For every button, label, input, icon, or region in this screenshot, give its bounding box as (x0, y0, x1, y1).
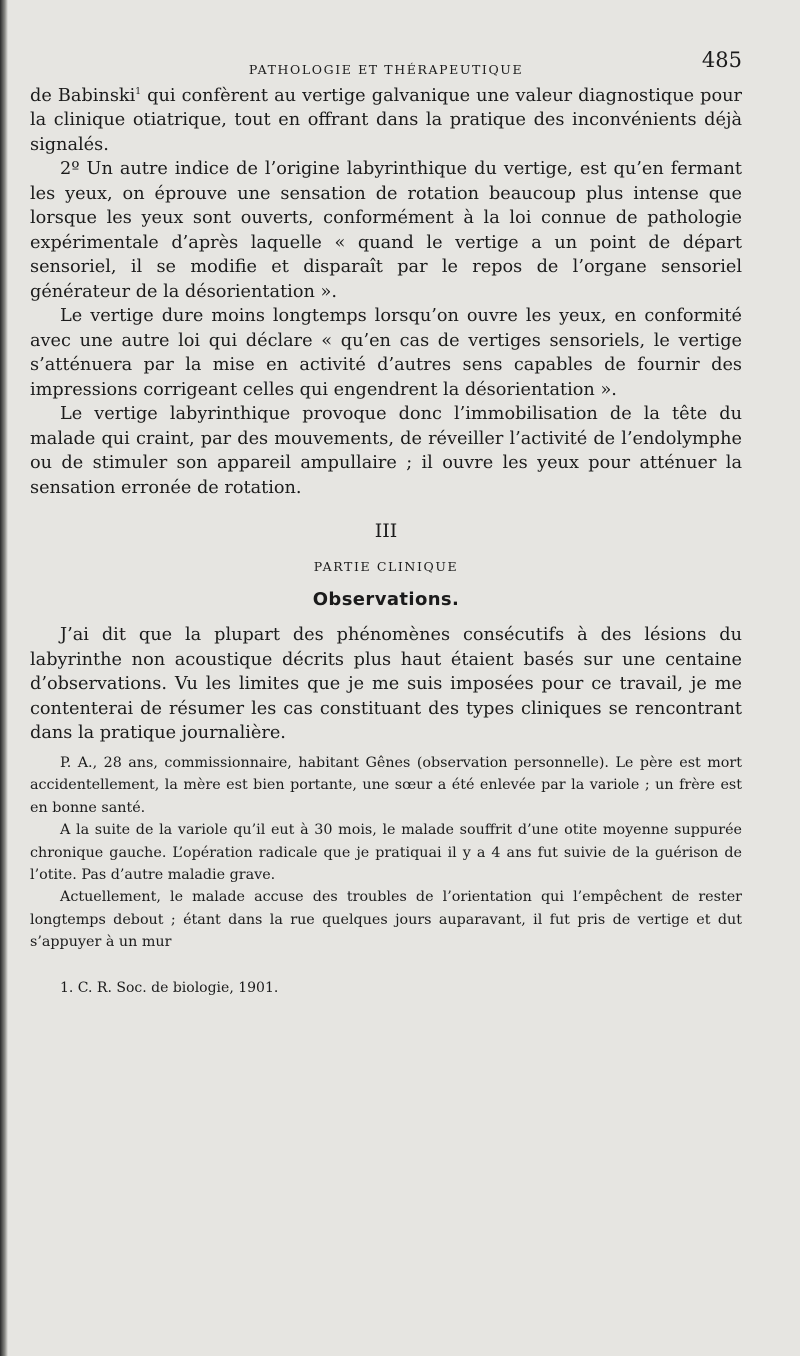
paragraph-vertige-immobilisation: Le vertige labyrinthique provoque donc l’immobilisation de la tête du malade qui craint, par des mouvements, de réveiller l’activité de l’endolymphe ou de stimuler son appareil ampullaire ; il ouvre les yeux pour atténuer la sensation erronée de rotation. (30, 404, 742, 498)
footnote-reference: 1 (135, 87, 142, 97)
page-number: 485 (701, 48, 742, 72)
paragraph-intro: J’ai dit que la plupart des phénomènes consécutifs à des lésions du labyrinthe non acoustique décrits plus haut étaient basés sur une centaine d’observations. Vu les limites que je me suis imposées pour ce travail, je me contenterai de résumer les cas constituant des types cliniques se rencontrant dans la pratique journalière. (30, 625, 742, 744)
section-intro (30, 623, 742, 746)
paragraph-text: de Babinski (30, 85, 136, 106)
paragraph-text-rest: qui confèrent au vertige galvanique une valeur diagnostique pour la clinique otiatrique, tout en offrant dans la pratique des inconvénients déjà signalés. (30, 85, 742, 155)
body-text (30, 80, 742, 500)
paragraph-origin-labyrinthique: 2º Un autre indice de l’origine labyrinthique du vertige, est qu’en fermant les yeux, on éprouve une sensation de rotation beaucoup plus intense que lorsque les yeux sont ouverts, conformément à la loi connue de pathologie expérimentale d’après laquelle « quand le vertige a un point de départ sensoriel, il se modifie et disparaît par le repos de l’organe sensoriel générateur de la désorientation ». (30, 159, 742, 302)
observation-block (30, 752, 742, 954)
observation-paragraph-2: A la suite de la variole qu’il eut à 30 mois, le malade souffrit d’une otite moyenne suppurée chronique gauche. L’opération radicale que je pratiquai il y a 4 ans fut suivie de la guérison de l’otite. Pas d’autre maladie grave. (30, 822, 742, 883)
paragraph-vertige-yeux: Le vertige dure moins longtemps lorsqu’on ouvre les yeux, en conformité avec une autre loi qui déclare « qu’en cas de vertiges sensoriels, le vertige s’atténuera par la mise en activité d’autres sens capables de fournir des impressions corrigeant celles qui engendrent la désorientation ». (30, 306, 742, 400)
footnote: 1. C. R. Soc. de biologie, 1901. (60, 979, 279, 996)
running-head (30, 40, 742, 80)
paragraph-continuation (30, 80, 742, 157)
part-number: III (374, 520, 398, 543)
page-binding-edge (0, 0, 8, 1356)
section-title: Observations. (312, 589, 460, 611)
book-page (30, 40, 742, 996)
observation-paragraph-3: Actuellement, le malade accuse des troubles de l’orientation qui l’empêchent de rester longtemps debout ; étant dans la rue quelques jours auparavant, il fut pris de vertige et dut s’appuyer à un mur (30, 889, 742, 951)
running-title: PATHOLOGIE ET THÉRAPEUTIQUE (248, 62, 524, 77)
observation-paragraph-1: P. A., 28 ans, commissionnaire, habitant Gênes (observation personnelle). Le père est mort accidentellement, la mère est bien portante, une sœur a été enlevée par la variole ; un frère est en bonne santé. (30, 754, 742, 816)
part-title: PARTIE CLINIQUE (313, 559, 459, 575)
